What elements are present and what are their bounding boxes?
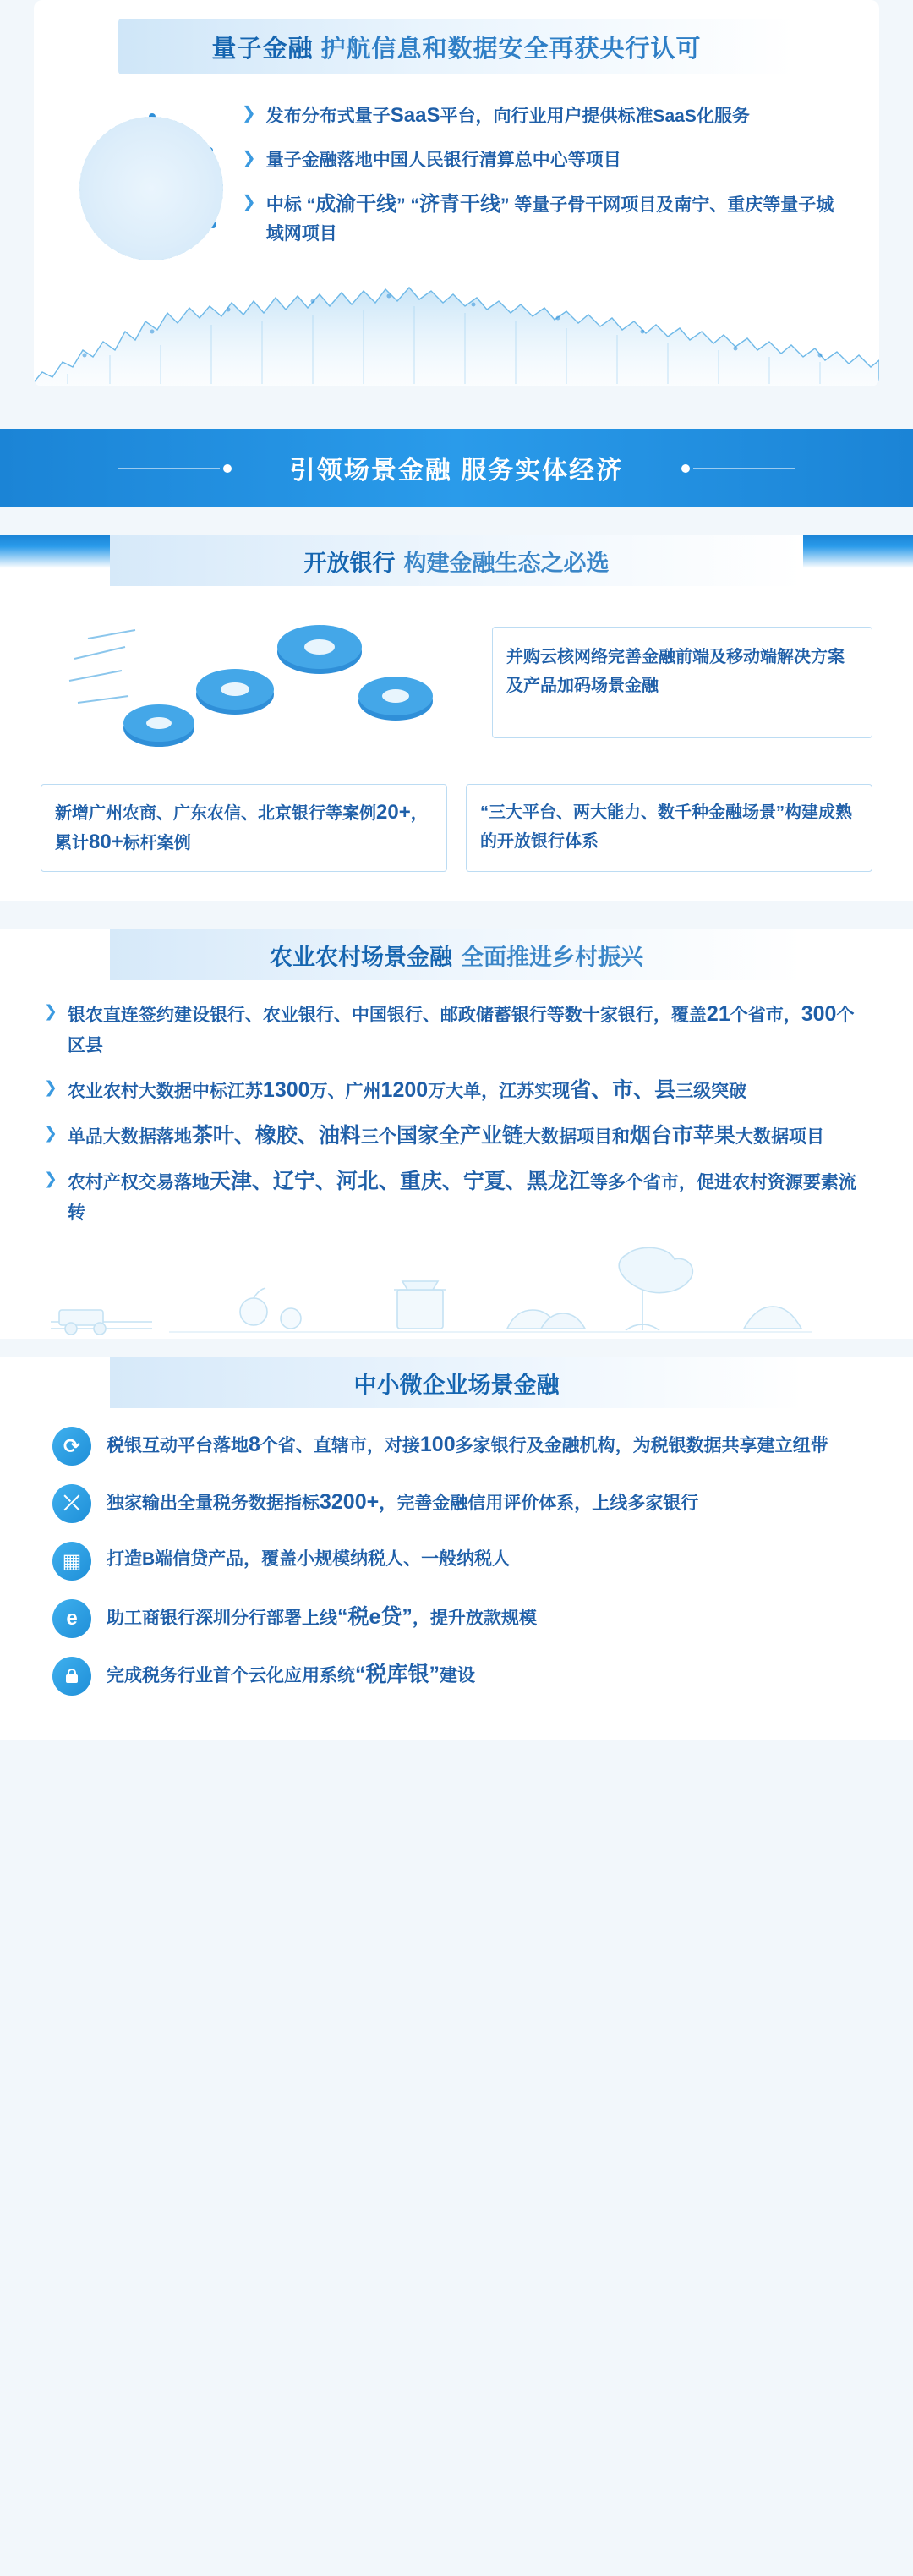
section1-bullets: [242, 98, 849, 267]
letter-e-icon: e: [52, 1599, 91, 1638]
section1-heading-rest: 护航信息和数据安全再获央行认可: [320, 35, 702, 63]
section-quantum-finance: [34, 0, 879, 386]
sme-text: 独家输出全量税务数据指标3200+，完善金融信用评价体系，上线多家银行: [107, 1490, 699, 1514]
lock-icon: [52, 1657, 91, 1696]
list-item: [52, 1599, 861, 1638]
section2-heading-rest: 构建金融生态之必选: [403, 550, 610, 576]
section3-heading-rest: 全面推进乡村振兴: [461, 944, 643, 970]
section4-heading: 中小微企业场景金融: [353, 1372, 560, 1398]
list-item: [52, 1427, 861, 1466]
bullet-text: 中标 “成渝干线” “济青干线” 等量子骨干网项目及南宁、重庆等量子城域网项目: [265, 193, 834, 244]
satellite-icon: [64, 98, 242, 267]
agri-text: 农村产权交易落地天津、辽宁、河北、重庆、宁夏、黑龙江等多个省市，促进农村资源要素流转: [67, 1170, 856, 1223]
refresh-icon: ⟳: [52, 1427, 91, 1466]
list-item: [44, 999, 869, 1061]
section-divider: [0, 386, 913, 405]
section3-heading-strong: 农业农村场景金融: [270, 944, 452, 970]
open-bank-illustration: [41, 608, 480, 769]
section3-body: [0, 980, 913, 1229]
chevron-right-icon: ❯: [242, 193, 256, 211]
decorative-area-chart: [34, 272, 879, 386]
agri-text: 单品大数据落地茶叶、橡胶、油料三个国家全产业链大数据项目和烟台市苹果大数据项目: [67, 1124, 824, 1148]
list-item: [52, 1542, 861, 1581]
bullet-text: 发布分布式量子SaaS平台，向行业用户提供标准SaaS化服务: [265, 104, 750, 127]
chevron-right-icon: ❯: [44, 1125, 57, 1143]
section1-body: [34, 74, 879, 267]
list-item: [44, 1075, 869, 1107]
section4-heading-ribbon: [110, 1357, 803, 1408]
chevron-right-icon: ❯: [242, 149, 256, 167]
open-bank-note: 并购云核网络完善金融前端及移动端解决方案及产品加码场景金融: [492, 627, 872, 738]
chevron-right-icon: ❯: [44, 1079, 57, 1097]
list-item: [52, 1484, 861, 1523]
section-sme: [0, 1357, 913, 1740]
banner-title: 引领场景金融 服务实体经济: [289, 457, 624, 485]
list-item: [242, 146, 849, 175]
list-item: [44, 1121, 869, 1153]
agri-text: 农业农村大数据中标江苏1300万、广州1200万大单，江苏实现省、市、县三级突破: [67, 1078, 747, 1102]
bullet-text: 量子金融落地中国人民银行清算总中心等项目: [265, 151, 621, 170]
list-item: [242, 190, 849, 249]
section-agriculture: [0, 929, 913, 1339]
section-open-bank: [0, 535, 913, 901]
section2-cards: [0, 769, 913, 894]
section3-heading-ribbon: [110, 929, 803, 980]
shuffle-icon: ⤫: [52, 1484, 91, 1523]
banner-decor-left: [118, 468, 220, 469]
main-banner: [0, 429, 913, 507]
section1-heading: [211, 30, 701, 64]
sme-text: 税银互动平台落地8个省、直辖市，对接100多家银行及金融机构，为税银数据共享建立纽带: [107, 1433, 828, 1456]
section-divider-2: [0, 1339, 913, 1357]
sme-text: 完成税务行业首个云化应用系统“税库银”建设: [107, 1663, 476, 1686]
agri-text: 银农直连签约建设银行、农业银行、中国银行、邮政储蓄银行等数十家银行，覆盖21个省市，300个区县: [67, 1002, 855, 1055]
chevron-right-icon: ❯: [44, 1003, 57, 1021]
list-item: [44, 1166, 869, 1229]
agriculture-illustration: [0, 1237, 913, 1339]
section4-list: [0, 1408, 913, 1696]
sme-text: 打造B端信贷产品，覆盖小规模纳税人、一般纳税人: [107, 1549, 511, 1569]
sme-text: 助工商银行深圳分行部署上线“税e贷”，提升放款规模: [107, 1605, 537, 1629]
section1-heading-ribbon: [118, 19, 795, 74]
list-item: [52, 1657, 861, 1696]
section1-heading-strong: 量子金融: [211, 35, 314, 63]
list-item: [242, 101, 849, 131]
card-open-bank-platform: “三大平台、两大能力、数千种金融场景”构建成熟的开放银行体系: [466, 784, 872, 872]
section2-body: [0, 586, 913, 769]
card-open-bank-cases: 新增广州农商、广东农信、北京银行等案例20+，累计80+标杆案例: [41, 784, 447, 872]
grid-icon: ▦: [52, 1542, 91, 1581]
section2-heading-ribbon: [110, 535, 803, 586]
banner-decor-right: [693, 468, 795, 469]
chevron-right-icon: ❯: [242, 104, 256, 123]
section2-heading-strong: 开放银行: [303, 550, 396, 576]
chevron-right-icon: ❯: [44, 1170, 57, 1188]
